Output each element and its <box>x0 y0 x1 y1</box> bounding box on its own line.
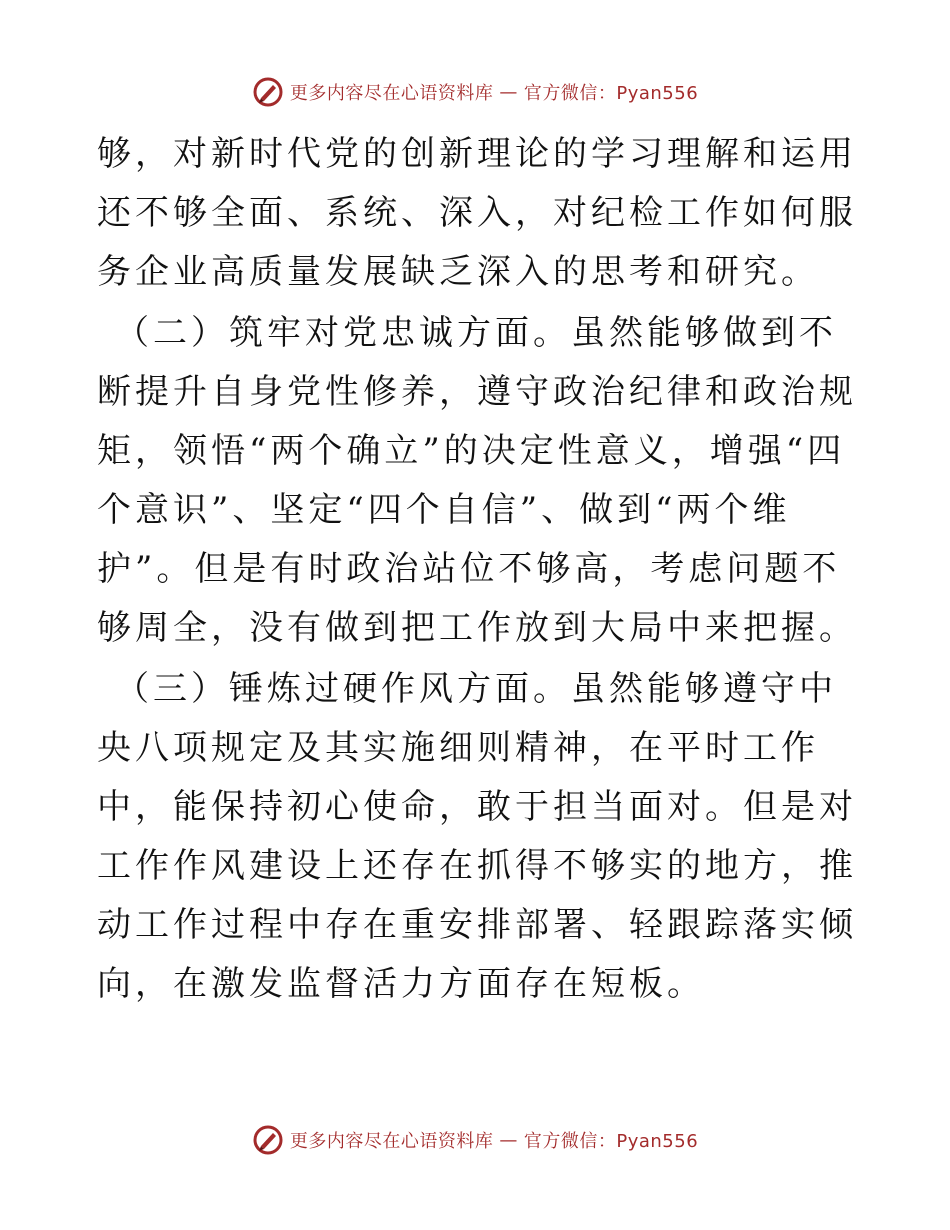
red-pen-seal-icon <box>252 76 284 108</box>
footer-watermark <box>0 1120 950 1160</box>
watermark-contact: 官方微信：Pyan556 <box>523 83 699 104</box>
paragraph-party-loyalty: （二）筑牢对党忠诚方面。虽然能够做到不断提升自身党性修养，遵守政治纪律和政治规矩，领悟“两个确立”的决定性意义，增强“四个意识”、坚定“四个自信”、做到“两个维护”。但是有时政治站位不够高，考虑问题不够周全，没有做到把工作放到大局中来把握。 <box>97 313 857 648</box>
paragraph-continuation: 够，对新时代党的创新理论的学习理解和运用还不够全面、系统、深入，对纪检工作如何服务企业高质量发展缺乏深入的思考和研究。 <box>97 134 857 292</box>
document-body <box>97 125 857 1014</box>
watermark-text: 更多内容尽在心语资料库 <box>289 1131 494 1152</box>
header-watermark <box>0 72 950 112</box>
red-pen-seal-icon <box>252 1124 284 1156</box>
watermark-text: 更多内容尽在心语资料库 <box>289 83 494 104</box>
watermark-separator: — <box>499 81 518 103</box>
watermark-contact: 官方微信：Pyan556 <box>523 1131 699 1152</box>
watermark-separator: — <box>499 1129 518 1151</box>
paragraph-work-style: （三）锤炼过硬作风方面。虽然能够遵守中央八项规定及其实施细则精神，在平时工作中，能保持初心使命，敢于担当面对。但是对工作作风建设上还存在抓得不够实的地方，推动工作过程中存在重安排部署、轻跟踪落实倾向，在激发监督活力方面存在短板。 <box>97 669 857 1004</box>
